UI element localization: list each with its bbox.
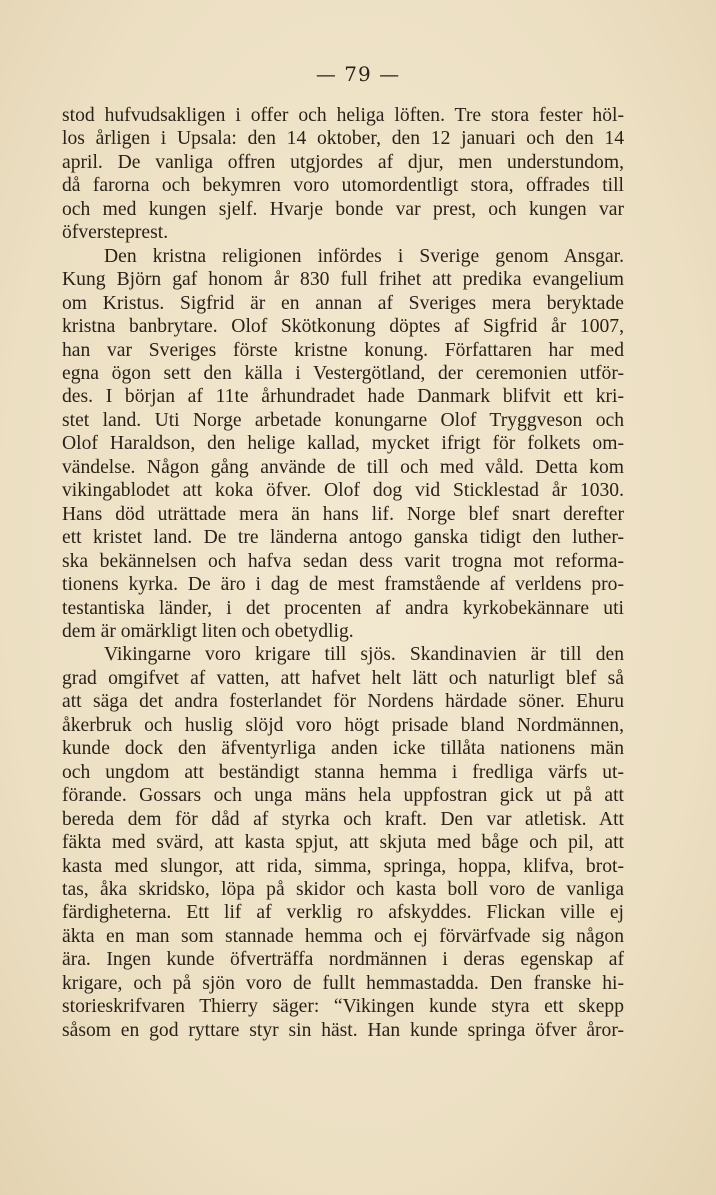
text-line: Kung Björn gaf honom år 830 full frihet att predika evangelium (62, 269, 624, 291)
text-line: förande. Gossars och unga mäns hela uppfostran gick ut på att (62, 785, 624, 807)
body-text (62, 104, 624, 1042)
text-line: storieskrifvaren Thierry säger: “Vikingen kunde styra ett skepp (62, 996, 624, 1018)
text-line: och med kungen sjelf. Hvarje bonde var prest, och kungen var (62, 198, 624, 220)
text-line: tionens kyrka. De äro i dag de mest framstående af verldens pro- (62, 574, 624, 596)
text-line: Den kristna religionen infördes i Sverige genom Ansgar. (104, 245, 624, 267)
text-line: kristna banbrytare. Olof Skötkonung döptes af Sigfrid år 1007, (62, 316, 624, 338)
text-line: färdigheterna. Ett lif af verklig ro afskyddes. Flickan ville ej (62, 902, 624, 924)
text-line: öfversteprest. (62, 222, 169, 244)
text-line: egna ögon sett den källa i Vestergötland, der ceremonien utför- (62, 362, 624, 384)
text-line: äkta en man som stannade hemma och ej förvärfvade sig någon (62, 925, 624, 947)
text-line: och ungdom att beständigt stanna hemma i fredliga värfs ut- (62, 761, 624, 783)
text-line: Hans död uträttade mera än hans lif. Norge blef snart derefter (62, 503, 624, 525)
text-line: ska bekännelsen och hafva sedan dess varit trogna mot reforma- (62, 550, 624, 572)
text-line: stet land. Uti Norge arbetade konungarne Olof Tryggveson och (62, 409, 624, 431)
text-line: testantiska länder, i det procenten af andra kyrkobekännare uti (62, 597, 624, 619)
text-line: des. I början af 11te århundradet hade Danmark blifvit ett kri- (62, 386, 624, 408)
text-line: han var Sveriges förste kristne konung. Författaren har med (62, 339, 624, 361)
text-line: fäkta med svärd, att kasta spjut, att skjuta med båge och pil, att (62, 832, 624, 854)
text-line: att säga det andra fosterlandet för Nordens härdade söner. Ehuru (62, 691, 624, 713)
text-line: såsom en god ryttare styr sin häst. Han kunde springa öfver åror- (62, 1019, 624, 1041)
text-line: Vikingarne voro krigare till sjös. Skandinavien är till den (104, 644, 624, 666)
text-line: krigare, och på sjön voro de fullt hemmastadda. Den franske hi- (62, 972, 624, 994)
text-line: april. De vanliga offren utgjordes af djur, men understundom, (62, 151, 624, 173)
text-line: los årligen i Upsala: den 14 oktober, den 12 januari och den 14 (62, 128, 624, 150)
text-line: vändelse. Någon gång använde de till och med våld. Detta kom (62, 456, 624, 478)
text-line: kasta med slungor, att rida, simma, springa, hoppa, klifva, brot- (62, 855, 624, 877)
text-line: kunde dock den äfventyrliga anden icke tillåta nationens män (62, 738, 624, 760)
text-line: stod hufvudsakligen i offer och heliga löften. Tre stora fester höl- (62, 105, 624, 126)
page-number: — 79 — (315, 62, 401, 86)
text-line: vikingablodet att koka öfver. Olof dog vid Sticklestad år 1030. (62, 480, 624, 502)
text-line: ett kristet land. De tre länderna antogo ganska tidigt den luther- (62, 527, 624, 549)
text-line: Olof Haraldson, den helige kallad, mycket ifrigt för folkets om- (62, 433, 624, 455)
text-line: bereda dem för dåd af styrka och kraft. Den var atletisk. Att (62, 808, 624, 830)
text-line: dem är omärkligt liten och obetydlig. (62, 620, 354, 642)
text-line: tas, åka skridsko, löpa på skidor och kasta boll voro de vanliga (62, 878, 624, 900)
text-line: då farorna och bekymren voro utomordentligt stora, offrades till (62, 175, 624, 197)
text-line: åkerbruk och huslig slöjd voro högt prisade bland Nordmännen, (62, 714, 624, 736)
text-line: grad omgifvet af vatten, att hafvet helt lätt och naturligt blef så (62, 667, 624, 689)
text-line: ära. Ingen kunde öfverträffa nordmännen i deras egenskap af (62, 949, 624, 971)
text-line: om Kristus. Sigfrid är en annan af Sveriges mera beryktade (62, 292, 624, 314)
